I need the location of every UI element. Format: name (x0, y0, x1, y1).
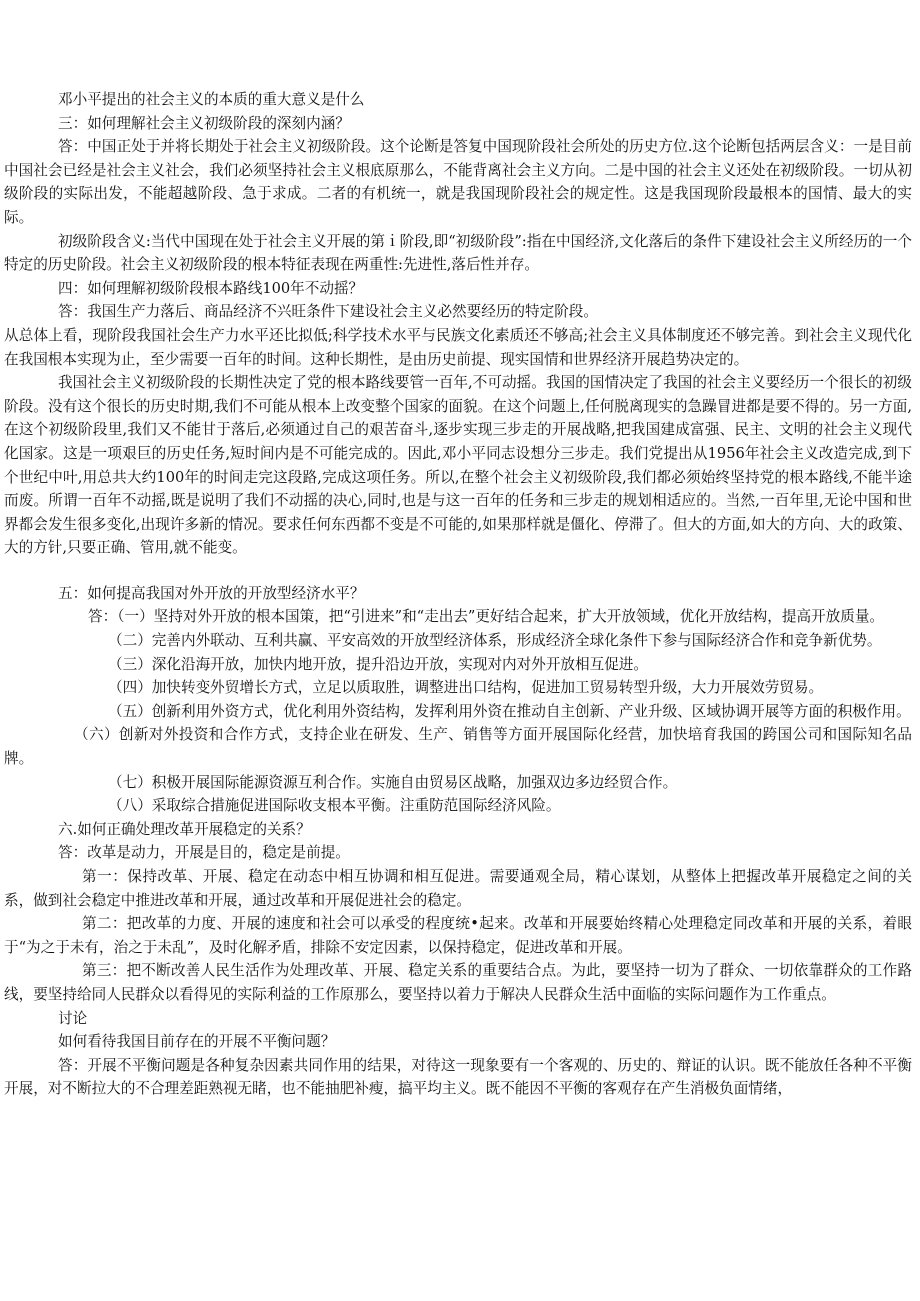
answer-5-item-2: （二）完善内外联动、互利共赢、平安高效的开放型经济体系，形成经济全球化条件下参与国际经济合作和竞争新优势。 (108, 632, 882, 650)
answer-6-point-3: 第三：把不断改善人民生活作为处理改革、开展、稳定关系的重要结合点。为此，要坚持一切为了群众、一切依靠群众的工作路线，要坚持给同人民群众以看得见的实际利益的工作原那么，要坚持以着力于解决人民群众生活中面临的实际问题作为工作重点。 (4, 962, 912, 1003)
answer-6-summary: 答：改革是动力，开展是目的，稳定是前提。 (58, 844, 350, 862)
discussion-heading: 讨论 (58, 1009, 88, 1027)
answer-6-point-1: 第一：保持改革、开展、稳定在动态中相互协调和相互促进。需要通观全局，精心谋划，从整体上把握改革开展稳定之间的关系，做到社会稳定中推进改革和开展，通过改革和开展促进社会的稳定。 (4, 868, 912, 909)
answer-5-item-3: （三）深化沿海开放，加快内地开放，提升沿边开放，实现对内对外开放相互促进。 (108, 655, 648, 673)
answer-5-item-8: （八）采取综合措施促进国际收支根本平衡。注重防范国际经济风险。 (108, 797, 561, 815)
answer-4-paragraph-3: 我国社会主义初级阶段的长期性决定了党的根本路线要管一百年,不可动摇。我国的国情决定了我国的社会主义要经历一个很长的初级阶段。没有这个很长的历史时期,我们不可能从根本上改变整个国家的面貌。在这个问题上,任何脱离现实的急躁冒进都是要不得的。另一方面,在这个初级阶段里,我们又不能甘于落后,必须通过自己的艰苦奋斗,逐步实现三步走的开展战略,把我国建成富强、民主、文明的社会主义现代化国家。这是一项艰巨的历史任务,短时间内是不可能完成的。因此,邓小平同志设想分三步走。我们党提出从1956年社会主义改造完成,到下个世纪中叶,用总共大约100年的时间走完这段路,完成这项任务。所以,在整个社会主义初级阶段,我们都必须始终坚持党的根本路线,不能半途而废。所谓一百年不动摇,既是说明了我们不动摇的决心,同时,也是与这一百年的任务和三步走的规划相适应的。当然,一百年里,无论中国和世界都会发生很多变化,出现许多新的情况。要求任何东西都不变是不可能的,如果那样就是僵化、停滞了。但大的方面,如大的方向、大的政策、大的方针,只要正确、管用,就不能变。 (4, 374, 912, 557)
answer-5-item-7: （七）积极开展国际能源资源互利合作。实施自由贸易区战略，加强双边多边经贸合作。 (108, 773, 678, 791)
answer-5-item-5: （五）创新利用外资方式，优化利用外资结构，发挥利用外资在推动自主创新、产业升级、区域协调开展等方面的积极作用。 (108, 702, 911, 720)
question-6: 六.如何正确处理改革开展稳定的关系？ (58, 820, 311, 838)
answer-4-paragraph-2: 从总体上看，现阶段我国社会生产力水平还比拟低;科学技术水平与民族文化素质还不够高;社会主义具体制度还不够完善。到社会主义现代化在我国根本实现为止，至少需要一百年的时间。这种长期性，是由历史前提、现实国情和世界经济开展趋势决定的。 (4, 326, 912, 368)
question-3: 三：如何理解社会主义初级阶段的深刻内涵？ (58, 114, 350, 132)
section-spacer (4, 560, 912, 582)
answer-3-paragraph-2: 初级阶段含义:当代中国现在处于社会主义开展的第ｉ阶段,即“初级阶段”:指在中国经济,文化落后的条件下建设社会主义所经历的一个特定的历史阶段。社会主义初级阶段的根本特征表现在两重性:先进性,落后性并存。 (4, 232, 912, 274)
answer-3-paragraph-1: 答：中国正处于并将长期处于社会主义初级阶段。这个论断是答复中国现阶段社会所处的历史方位.这个论断包括两层含义：一是目前中国社会已经是社会主义社会，我们必须坚持社会主义根底原那么，不能背离社会主义方向。二是中国的社会主义还处在初级阶段。一切从初级阶段的实际出发，不能超越阶段、急于求成。二者的有机统一，就是我国现阶段社会的规定性。这是我国现阶段最根本的国情、最大的实际。 (4, 138, 912, 226)
question-4: 四：如何理解初级阶段根本路线100年不动摇？ (58, 279, 364, 297)
page-title: 邓小平提出的社会主义的本质的重大意义是什么 (58, 91, 365, 108)
answer-4-paragraph-1: 答：我国生产力落后、商品经济不兴旺条件下建设社会主义必然要经历的特定阶段。 (58, 303, 598, 321)
discussion-question: 如何看待我国目前存在的开展不平衡问题？ (58, 1033, 336, 1051)
answer-5-item-6: （六）创新对外投资和合作方式，支持企业在研发、生产、销售等方面开展国际化经营，加快培育我国的跨国公司和国际知名品牌。 (4, 726, 912, 768)
question-5: 五：如何提高我国对外开放的开放型经济水平？ (58, 584, 365, 602)
answer-5-item-1: 答：（一）坚持对外开放的根本国策，把“引进来”和“走出去”更好结合起来，扩大开放领域，优化开放结构，提高开放质量。 (88, 608, 885, 626)
answer-6-point-2: 第二：把改革的力度、开展的速度和社会可以承受的程度统•起来。改革和开展要始终精心处理稳定同改革和开展的关系，着眼于“为之于未有，治之于未乱”，及时化解矛盾，排除不安定因素，以保持稳定，促进改革和开展。 (4, 915, 912, 956)
answer-5-item-4: （四）加快转变外贸增长方式，立足以质取胜，调整进出口结构，促进加工贸易转型升级，大力开展效劳贸易。 (108, 679, 824, 697)
discussion-answer: 答：开展不平衡问题是各种复杂因素共同作用的结果，对待这一现象要有一个客观的、历史的、辩证的认识。既不能放任各种不平衡开展，对不断拉大的不合理差距熟视无睹，也不能抽肥补瘦，搞平均主义。既不能因不平衡的客观存在产生消极负面情绪， (4, 1056, 912, 1098)
